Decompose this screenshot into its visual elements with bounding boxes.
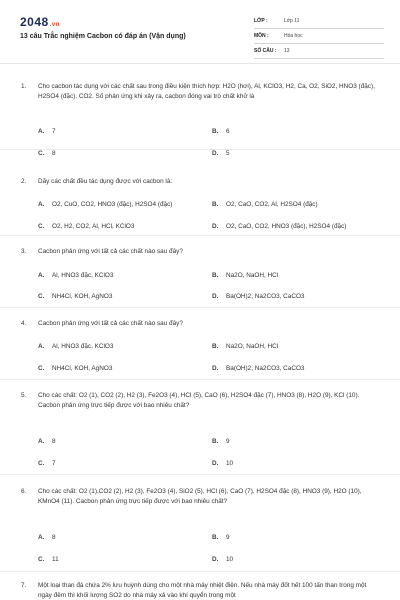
question-number: 5. [21, 392, 27, 399]
option-d[interactable] [212, 292, 305, 302]
page-title: 13 câu Trắc nghiệm Cacbon có đáp án (Vận dụng) [20, 33, 186, 40]
option-letter: A. [38, 201, 45, 208]
question-number: 1. [21, 83, 27, 90]
option-b[interactable] [212, 437, 230, 447]
option-text: 11 [52, 556, 59, 563]
option-a[interactable] [38, 533, 56, 543]
question-item [0, 164, 400, 236]
meta-value: Hóa học [284, 33, 303, 39]
option-letter: A. [38, 128, 45, 135]
option-text: 7 [52, 128, 56, 135]
option-letter: C. [38, 365, 45, 372]
question-number: 6. [21, 488, 27, 495]
question-item [0, 572, 400, 600]
option-letter: B. [212, 201, 219, 208]
option-c[interactable] [38, 364, 112, 374]
question-text: Cho các chất: O2 (1),CO2 (2), H2 (3), Fe2O3 (4), SiO2 (5), HCl (6), CaO (7), H2SO4 đặc (8), HNO3 (9), H2O (10), KMnO4 (11). Cacbon phản ứng trực tiếp được với bao nhiêu chất? [38, 488, 362, 505]
meta-row-count [254, 44, 384, 59]
logo-text: 2048 [20, 15, 49, 29]
question-list [0, 64, 400, 157]
option-letter: C. [38, 460, 45, 467]
option-letter: B. [212, 128, 219, 135]
meta-key: LỚP : [254, 18, 268, 24]
option-letter: C. [38, 556, 45, 563]
question-number: 2. [21, 178, 27, 185]
option-c[interactable] [38, 459, 56, 469]
question-text: Một loại than đá chứa 2% lưu huỳnh dùng cho một nhà máy nhiệt điện. Nếu nhà máy đốt hết 100 tấn than trong một ngày đêm thì khối lượng SO2 do nhà máy xả vào khí quyển trong một [38, 582, 367, 599]
option-text: Al, HNO3 đặc, KClO3 [52, 272, 114, 279]
question-item [0, 380, 400, 475]
option-b[interactable] [212, 200, 318, 210]
option-a[interactable] [38, 342, 113, 352]
question-item [0, 308, 400, 380]
quiz-meta [254, 14, 384, 59]
question-text: Cho cacbon tác dụng với các chất sau trong điều kiện thích hợp: H2O (hơi), Al, KClO3, H2, Ca, O2, SiO2, HNO3 (đặc), H2SO4 (đặc), CO2. Số phản ứng khi xảy ra, cacbon đóng vai trò chất khử là [38, 83, 375, 100]
option-letter: A. [38, 534, 45, 541]
option-a[interactable] [38, 437, 56, 447]
option-c[interactable] [38, 555, 59, 565]
option-letter: D. [212, 556, 219, 563]
meta-key: MÔN : [254, 33, 269, 39]
option-letter: A. [38, 438, 45, 445]
option-letter: D. [212, 150, 219, 157]
option-text: Ba(OH)2, Na2CO3, CaCO3 [226, 365, 305, 372]
option-text: 8 [52, 150, 56, 157]
option-d[interactable] [212, 555, 233, 565]
question-text: Cacbon phản ứng với tất cả các chất nào sau đây? [38, 248, 183, 255]
option-letter: B. [212, 343, 219, 350]
option-letter: A. [38, 272, 45, 279]
option-text: O2, CaO, CO2, Al, H2SO4 (đặc) [226, 201, 318, 208]
option-text: NH4Cl, KOH, AgNO3 [52, 365, 113, 372]
question-text: Dãy các chất đều tác dụng được với cacbon là: [38, 178, 173, 185]
option-d[interactable] [212, 222, 346, 232]
option-a[interactable] [38, 271, 113, 281]
option-letter: C. [38, 150, 45, 157]
option-letter: A. [38, 343, 45, 350]
option-text: 5 [226, 150, 230, 157]
meta-value: Lớp 11 [284, 18, 300, 24]
option-text: O2, CuO, CO2, HNO3 (đặc), H2SO4 (đặc) [52, 201, 173, 208]
option-text: O2, CaO, CO2, HNO3 (đặc), H2SO4 (đặc) [226, 223, 347, 230]
option-c[interactable] [38, 149, 56, 159]
meta-value: 13 [284, 48, 290, 54]
option-text: Ba(OH)2, Na2CO3, CaCO3 [226, 293, 305, 300]
option-text: 9 [226, 534, 230, 541]
option-text: O2, H2, CO2, Al, HCl, KClO3 [52, 223, 135, 230]
option-letter: B. [212, 272, 219, 279]
option-text: 10 [226, 460, 234, 467]
option-letter: D. [212, 365, 219, 372]
question-item [0, 64, 400, 157]
option-text: 6 [226, 128, 230, 135]
option-text: 8 [52, 438, 56, 445]
option-b[interactable] [212, 533, 230, 543]
logo-suffix: .vn [49, 22, 60, 28]
page-header [0, 0, 400, 64]
question-number: 4. [21, 320, 27, 327]
option-a[interactable] [38, 200, 172, 210]
option-text: 7 [52, 460, 56, 467]
option-b[interactable] [212, 271, 278, 281]
question-number: 3. [21, 248, 27, 255]
meta-row-subject [254, 29, 384, 44]
question-item [0, 475, 400, 572]
option-text: Na2O, NaOH, HCl [226, 343, 279, 350]
option-text: Al, HNO3 đặc, KClO3 [52, 343, 114, 350]
site-logo[interactable] [20, 15, 60, 29]
option-b[interactable] [212, 342, 278, 352]
option-letter: B. [212, 438, 219, 445]
option-c[interactable] [38, 292, 112, 302]
option-letter: C. [38, 223, 45, 230]
question-text: Cacbon phản ứng với tất cả các chất nào sau đây? [38, 320, 183, 327]
option-d[interactable] [212, 149, 230, 159]
question-item [0, 236, 400, 308]
option-letter: C. [38, 293, 45, 300]
option-d[interactable] [212, 364, 305, 374]
option-text: NH4Cl, KOH, AgNO3 [52, 293, 113, 300]
meta-row-class [254, 14, 384, 29]
meta-key: SỐ CÂU : [254, 48, 277, 54]
option-text: 8 [52, 534, 56, 541]
question-text: Cho các chất: O2 (1), CO2 (2), H2 (3), Fe2O3 (4), HCl (5), CaO (6), H2SO4 đặc (7), HNO3 (8), H2O (9), KCl (10). Cacbon phản ứng trực tiếp được với bao nhiêu chất? [38, 392, 360, 409]
option-d[interactable] [212, 459, 233, 469]
option-letter: D. [212, 460, 219, 467]
option-text: Na2O, NaOH, HCl [226, 272, 279, 279]
option-letter: D. [212, 223, 219, 230]
option-letter: B. [212, 534, 219, 541]
option-c[interactable] [38, 222, 134, 232]
option-text: 10 [226, 556, 234, 563]
option-letter: D. [212, 293, 219, 300]
option-a[interactable] [38, 127, 56, 137]
option-b[interactable] [212, 127, 230, 137]
option-text: 9 [226, 438, 230, 445]
question-number: 7. [21, 582, 27, 589]
